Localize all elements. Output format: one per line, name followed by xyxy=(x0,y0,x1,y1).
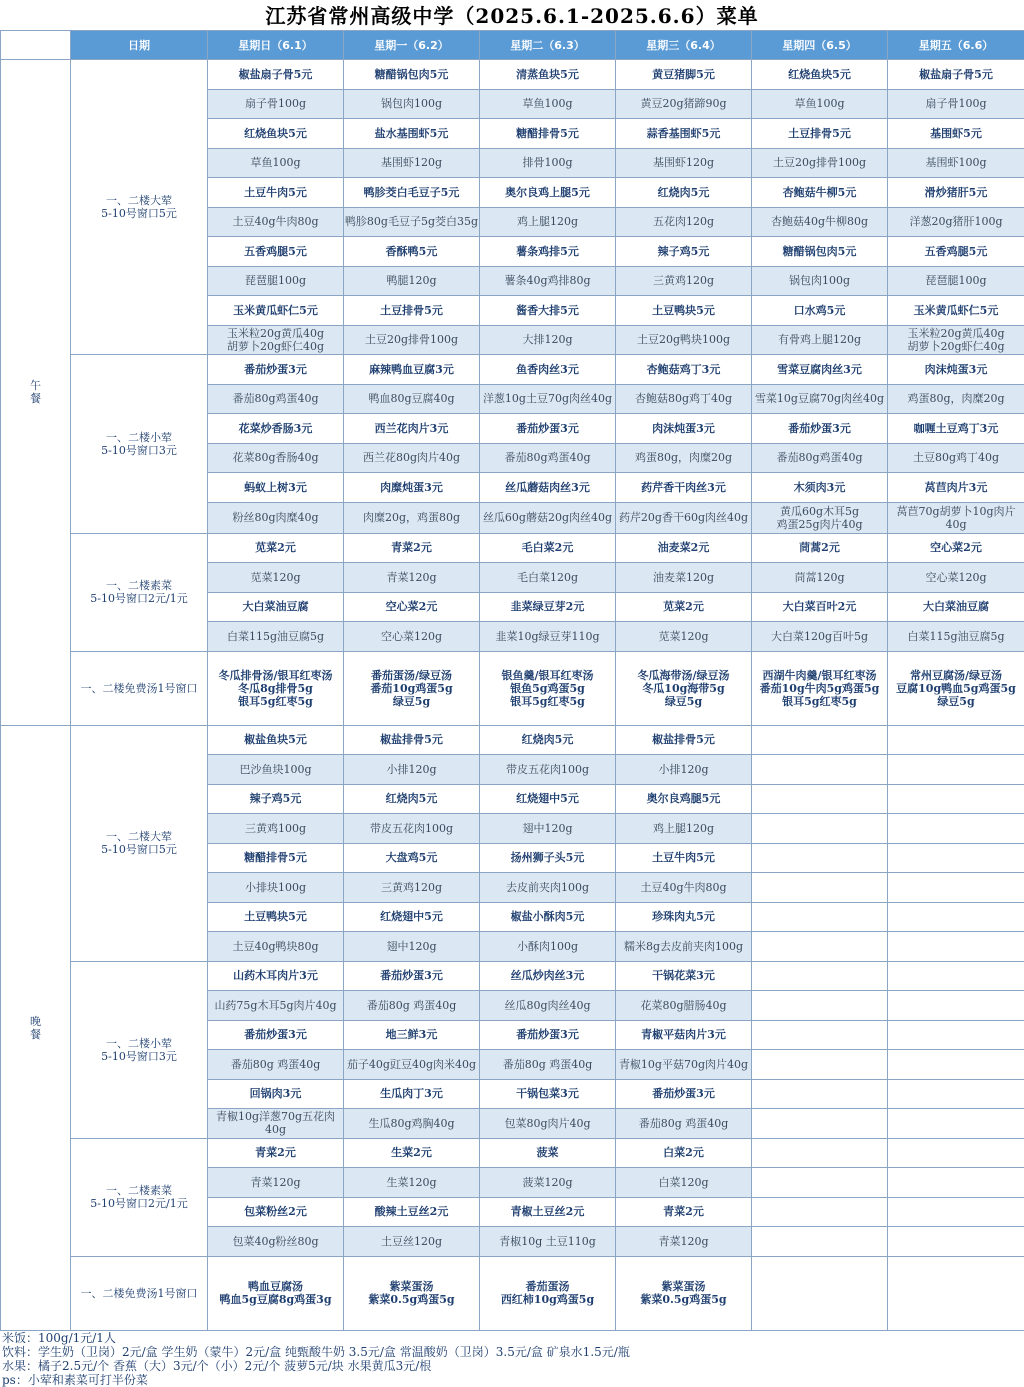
dish-cell: 土豆排骨5元 xyxy=(344,296,480,326)
ingredient-cell: 丝瓜80g肉丝40g xyxy=(480,991,616,1021)
ingredient-cell: 苋菜120g xyxy=(616,622,752,652)
dish-cell: 辣子鸡5元 xyxy=(208,784,344,814)
empty-cell xyxy=(888,755,1024,785)
empty-cell xyxy=(888,1168,1024,1198)
dish-cell: 包菜粉丝2元 xyxy=(208,1197,344,1227)
ingredient-cell: 青菜120g xyxy=(344,563,480,593)
dish-cell: 生菜2元 xyxy=(344,1138,480,1168)
ingredient-cell: 青菜120g xyxy=(616,1227,752,1257)
dish-cell: 盐水基围虾5元 xyxy=(344,119,480,149)
dish-cell: 大白菜油豆腐 xyxy=(888,592,1024,622)
ingredient-cell: 翅中120g xyxy=(344,932,480,962)
ingredient-cell: 番茄80g 鸡蛋40g xyxy=(616,1109,752,1139)
dish-cell: 苋菜2元 xyxy=(616,592,752,622)
ingredient-cell: 三黄鸡120g xyxy=(344,873,480,903)
dinner-row xyxy=(1,1138,1024,1168)
dish-cell: 药芹香干肉丝3元 xyxy=(616,473,752,503)
section-label: 一、二楼大荤 5-10号窗口5元 xyxy=(71,60,208,355)
dish-cell: 番茄炒蛋3元 xyxy=(752,414,888,444)
dish-cell: 韭菜绿豆芽2元 xyxy=(480,592,616,622)
ingredient-cell: 鸡蛋80g，肉糜20g xyxy=(888,384,1024,414)
ingredient-cell: 茼蒿120g xyxy=(752,563,888,593)
dinner-row xyxy=(1,725,1024,755)
ingredient-cell: 锅包肉100g xyxy=(752,266,888,296)
ingredient-cell: 扇子骨100g xyxy=(888,89,1024,119)
dish-cell: 辣子鸡5元 xyxy=(616,237,752,267)
dish-cell: 番茄炒蛋3元 xyxy=(480,414,616,444)
ingredient-cell: 番茄80g 鸡蛋40g xyxy=(480,1050,616,1080)
dish-cell: 椒盐小酥肉5元 xyxy=(480,902,616,932)
dish-cell: 丝瓜炒肉丝3元 xyxy=(480,961,616,991)
dish-cell: 肉沫炖蛋3元 xyxy=(888,355,1024,385)
ingredient-cell: 三黄鸡120g xyxy=(616,266,752,296)
empty-cell xyxy=(888,784,1024,814)
dinner-label: 晚 餐 xyxy=(1,725,71,1330)
empty-cell xyxy=(888,1050,1024,1080)
dish-cell: 空心菜2元 xyxy=(888,533,1024,563)
dish-cell: 青椒土豆丝2元 xyxy=(480,1197,616,1227)
footer-notes xyxy=(0,1331,1024,1387)
dish-cell: 肉糜炖蛋3元 xyxy=(344,473,480,503)
ingredient-cell: 黄豆20g猪蹄90g xyxy=(616,89,752,119)
empty-cell xyxy=(888,991,1024,1021)
dish-cell: 青椒平菇肉片3元 xyxy=(616,1020,752,1050)
ingredient-cell: 杏鲍菇40g牛柳80g xyxy=(752,207,888,237)
empty-cell xyxy=(752,1079,888,1109)
dish-cell: 青菜2元 xyxy=(616,1197,752,1227)
section-label: 一、二楼素菜 5-10号窗口2元/1元 xyxy=(71,533,208,651)
lunch-row xyxy=(1,60,1024,90)
dish-cell: 麻辣鸭血豆腐3元 xyxy=(344,355,480,385)
menu-title: 江苏省常州高级中学（2025.6.1-2025.6.6）菜单 xyxy=(0,0,1024,30)
ingredient-cell: 粉丝80g肉糜40g xyxy=(208,502,344,533)
dish-cell: 肉沫炖蛋3元 xyxy=(616,414,752,444)
ingredient-cell: 山药75g木耳5g肉片40g xyxy=(208,991,344,1021)
ingredient-cell: 毛白菜120g xyxy=(480,563,616,593)
empty-cell xyxy=(752,1138,888,1168)
soup-cell xyxy=(888,1256,1024,1330)
ingredient-cell: 生菜120g xyxy=(344,1168,480,1198)
footer-line: 饮料：学生奶（卫岗）2元/盒 学生奶（蒙牛）2元/盒 纯甄酸牛奶 3.5元/盒 常温酸奶（卫岗）3.5元/盒 矿泉水1.5元/瓶 xyxy=(0,1345,1024,1359)
ingredient-cell: 五花肉120g xyxy=(616,207,752,237)
header-date: 日期 xyxy=(71,31,208,60)
dish-cell: 大白菜百叶2元 xyxy=(752,592,888,622)
dish-cell: 回锅肉3元 xyxy=(208,1079,344,1109)
dish-cell: 大白菜油豆腐 xyxy=(208,592,344,622)
dish-cell: 清蒸鱼块5元 xyxy=(480,60,616,90)
section-label: 一、二楼免费汤1号窗口 xyxy=(71,1256,208,1330)
empty-cell xyxy=(888,873,1024,903)
ingredient-cell: 包菜80g肉片40g xyxy=(480,1109,616,1139)
dish-cell: 土豆鸭块5元 xyxy=(616,296,752,326)
dish-cell: 西兰花肉片3元 xyxy=(344,414,480,444)
empty-cell xyxy=(752,991,888,1021)
ingredient-cell: 糯米8g去皮前夹肉100g xyxy=(616,932,752,962)
ingredient-cell: 白菜115g油豆腐5g xyxy=(888,622,1024,652)
dish-cell: 土豆牛肉5元 xyxy=(616,843,752,873)
dish-cell: 口水鸡5元 xyxy=(752,296,888,326)
empty-cell xyxy=(888,1227,1024,1257)
lunch-row xyxy=(1,651,1024,725)
ingredient-cell: 青椒10g洋葱70g五花肉40g xyxy=(208,1109,344,1139)
ingredient-cell: 空心菜120g xyxy=(344,622,480,652)
empty-cell xyxy=(888,1109,1024,1139)
dish-cell: 红烧肉5元 xyxy=(480,725,616,755)
ingredient-cell: 鸭血80g豆腐40g xyxy=(344,384,480,414)
ingredient-cell: 有骨鸡上腿120g xyxy=(752,325,888,355)
empty-cell xyxy=(888,843,1024,873)
lunch-row xyxy=(1,355,1024,385)
ingredient-cell: 番茄80g 鸡蛋40g xyxy=(344,991,480,1021)
empty-cell xyxy=(752,961,888,991)
empty-cell xyxy=(752,843,888,873)
ingredient-cell: 土豆20g鸭块100g xyxy=(616,325,752,355)
dish-cell: 红烧鱼块5元 xyxy=(752,60,888,90)
dish-cell: 番茄炒蛋3元 xyxy=(208,355,344,385)
dish-cell: 椒盐排骨5元 xyxy=(344,725,480,755)
ingredient-cell: 雪菜10g豆腐70g肉丝40g xyxy=(752,384,888,414)
dish-cell: 糖醋锅包肉5元 xyxy=(344,60,480,90)
ingredient-cell: 洋葱10g土豆70g肉丝40g xyxy=(480,384,616,414)
ingredient-cell: 番茄80g鸡蛋40g xyxy=(480,443,616,473)
dish-cell: 玉米黄瓜虾仁5元 xyxy=(888,296,1024,326)
ingredient-cell: 排骨100g xyxy=(480,148,616,178)
ingredient-cell: 菠菜120g xyxy=(480,1168,616,1198)
ingredient-cell: 草鱼100g xyxy=(480,89,616,119)
dish-cell: 青菜2元 xyxy=(208,1138,344,1168)
ingredient-cell: 小排120g xyxy=(344,755,480,785)
dish-cell: 珍珠肉丸5元 xyxy=(616,902,752,932)
ingredient-cell: 翅中120g xyxy=(480,814,616,844)
dish-cell: 椒盐扇子骨5元 xyxy=(888,60,1024,90)
ingredient-cell: 番茄80g 鸡蛋40g xyxy=(208,1050,344,1080)
dish-cell: 香酥鸭5元 xyxy=(344,237,480,267)
ingredient-cell: 空心菜120g xyxy=(888,563,1024,593)
ingredient-cell: 基围虾120g xyxy=(616,148,752,178)
header-corner xyxy=(1,31,71,60)
dish-cell: 土豆排骨5元 xyxy=(752,119,888,149)
dish-cell: 毛白菜2元 xyxy=(480,533,616,563)
ingredient-cell: 鸡蛋80g，肉糜20g xyxy=(616,443,752,473)
soup-cell: 番茄蛋汤/绿豆汤 番茄10g鸡蛋5g 绿豆5g xyxy=(344,651,480,725)
ingredient-cell: 茄子40g豇豆40g肉米40g xyxy=(344,1050,480,1080)
ingredient-cell: 去皮前夹肉100g xyxy=(480,873,616,903)
dish-cell: 土豆牛肉5元 xyxy=(208,178,344,208)
dish-cell: 基围虾5元 xyxy=(888,119,1024,149)
dish-cell: 油麦菜2元 xyxy=(616,533,752,563)
dish-cell: 杏鲍菇牛柳5元 xyxy=(752,178,888,208)
header-day: 星期五（6.6） xyxy=(888,31,1024,60)
ingredient-cell: 花菜80g腊肠40g xyxy=(616,991,752,1021)
header-row xyxy=(1,31,1024,60)
header-day: 星期四（6.5） xyxy=(752,31,888,60)
dish-cell: 鱼香肉丝3元 xyxy=(480,355,616,385)
footer-line: ps：小荤和素菜可打半份菜 xyxy=(0,1373,1024,1387)
soup-cell: 西湖牛肉羹/银耳红枣汤 番茄10g牛肉5g鸡蛋5g 银耳5g红枣5g xyxy=(752,651,888,725)
empty-cell xyxy=(752,814,888,844)
ingredient-cell: 花菜80g香肠40g xyxy=(208,443,344,473)
section-label: 一、二楼免费汤1号窗口 xyxy=(71,651,208,725)
ingredient-cell: 土豆40g牛肉80g xyxy=(208,207,344,237)
dish-cell: 奥尔良鸡腿5元 xyxy=(616,784,752,814)
ingredient-cell: 草鱼100g xyxy=(752,89,888,119)
soup-cell: 紫菜蛋汤 紫菜0.5g鸡蛋5g xyxy=(344,1256,480,1330)
dish-cell: 生瓜肉丁3元 xyxy=(344,1079,480,1109)
dish-cell: 青菜2元 xyxy=(344,533,480,563)
dish-cell: 奥尔良鸡上腿5元 xyxy=(480,178,616,208)
dish-cell: 糖醋锅包肉5元 xyxy=(752,237,888,267)
empty-cell xyxy=(752,1109,888,1139)
lunch-label: 午 餐 xyxy=(1,60,71,726)
ingredient-cell: 小排120g xyxy=(616,755,752,785)
ingredient-cell: 基围虾100g xyxy=(888,148,1024,178)
empty-cell xyxy=(888,932,1024,962)
section-label: 一、二楼素菜 5-10号窗口2元/1元 xyxy=(71,1138,208,1256)
dish-cell: 番茄炒蛋3元 xyxy=(480,1020,616,1050)
dish-cell: 糖醋排骨5元 xyxy=(208,843,344,873)
dish-cell: 咖喱土豆鸡丁3元 xyxy=(888,414,1024,444)
dish-cell: 茼蒿2元 xyxy=(752,533,888,563)
ingredient-cell: 草鱼100g xyxy=(208,148,344,178)
ingredient-cell: 土豆40g牛肉80g xyxy=(616,873,752,903)
empty-cell xyxy=(888,1020,1024,1050)
dish-cell: 滑炒猪肝5元 xyxy=(888,178,1024,208)
ingredient-cell: 土豆40g鸭块80g xyxy=(208,932,344,962)
ingredient-cell: 韭菜10g绿豆芽110g xyxy=(480,622,616,652)
dish-cell: 空心菜2元 xyxy=(344,592,480,622)
dish-cell: 鸭胗茭白毛豆子5元 xyxy=(344,178,480,208)
empty-cell xyxy=(752,755,888,785)
soup-cell: 鸭血豆腐汤 鸭血5g豆腐8g鸡蛋3g xyxy=(208,1256,344,1330)
ingredient-cell: 大排120g xyxy=(480,325,616,355)
ingredient-cell: 琵琶腿100g xyxy=(888,266,1024,296)
dish-cell: 红烧肉5元 xyxy=(616,178,752,208)
dish-cell: 番茄炒蛋3元 xyxy=(208,1020,344,1050)
soup-cell: 银鱼羹/银耳红枣汤 银鱼5g鸡蛋5g 银耳5g红枣5g xyxy=(480,651,616,725)
ingredient-cell: 洋葱20g猪肝100g xyxy=(888,207,1024,237)
dish-cell: 雪菜豆腐肉丝3元 xyxy=(752,355,888,385)
dish-cell: 丝瓜蘑菇肉丝3元 xyxy=(480,473,616,503)
dish-cell: 五香鸡腿5元 xyxy=(888,237,1024,267)
ingredient-cell: 锅包肉100g xyxy=(344,89,480,119)
dish-cell: 五香鸡腿5元 xyxy=(208,237,344,267)
section-label: 一、二楼小荤 5-10号窗口3元 xyxy=(71,961,208,1138)
ingredient-cell: 带皮五花肉100g xyxy=(344,814,480,844)
menu-table xyxy=(0,30,1024,1331)
dish-cell: 地三鲜3元 xyxy=(344,1020,480,1050)
footer-line: 水果：橘子2.5元/个 香蕉（大）3元/个（小）2元/个 菠萝5元/块 水果黄瓜3元/根 xyxy=(0,1359,1024,1373)
dish-cell: 酱香大排5元 xyxy=(480,296,616,326)
ingredient-cell: 青菜120g xyxy=(208,1168,344,1198)
ingredient-cell: 黄瓜60g木耳5g 鸡蛋25g肉片40g xyxy=(752,502,888,533)
ingredient-cell: 药芹20g香干60g肉丝40g xyxy=(616,502,752,533)
ingredient-cell: 带皮五花肉100g xyxy=(480,755,616,785)
empty-cell xyxy=(752,725,888,755)
soup-cell: 紫菜蛋汤 紫菜0.5g鸡蛋5g xyxy=(616,1256,752,1330)
dish-cell: 椒盐扇子骨5元 xyxy=(208,60,344,90)
dish-cell: 大盘鸡5元 xyxy=(344,843,480,873)
dish-cell: 干锅包菜3元 xyxy=(480,1079,616,1109)
dish-cell: 山药木耳肉片3元 xyxy=(208,961,344,991)
dinner-row xyxy=(1,961,1024,991)
ingredient-cell: 鸡上腿120g xyxy=(480,207,616,237)
header-day: 星期一（6.2） xyxy=(344,31,480,60)
dish-cell: 酸辣土豆丝2元 xyxy=(344,1197,480,1227)
ingredient-cell: 小排块100g xyxy=(208,873,344,903)
dish-cell: 白菜2元 xyxy=(616,1138,752,1168)
dish-cell: 糖醋排骨5元 xyxy=(480,119,616,149)
empty-cell xyxy=(752,873,888,903)
dinner-row xyxy=(1,1256,1024,1330)
ingredient-cell: 肉糜20g，鸡蛋80g xyxy=(344,502,480,533)
empty-cell xyxy=(752,932,888,962)
soup-cell: 番茄蛋汤 西红柿10g鸡蛋5g xyxy=(480,1256,616,1330)
empty-cell xyxy=(888,1197,1024,1227)
ingredient-cell: 玉米粒20g黄瓜40g 胡萝卜20g虾仁40g xyxy=(888,325,1024,355)
ingredient-cell: 杏鲍菇80g鸡丁40g xyxy=(616,384,752,414)
dish-cell: 扬州狮子头5元 xyxy=(480,843,616,873)
dish-cell: 番茄炒蛋3元 xyxy=(344,961,480,991)
ingredient-cell: 玉米粒20g黄瓜40g 胡萝卜20g虾仁40g xyxy=(208,325,344,355)
ingredient-cell: 大白菜120g百叶5g xyxy=(752,622,888,652)
ingredient-cell: 青椒10g 土豆110g xyxy=(480,1227,616,1257)
dish-cell: 黄豆猪脚5元 xyxy=(616,60,752,90)
dish-cell: 薯条鸡排5元 xyxy=(480,237,616,267)
soup-cell: 常州豆腐汤/绿豆汤 豆腐10g鸭血5g鸡蛋5g 绿豆5g xyxy=(888,651,1024,725)
empty-cell xyxy=(752,1197,888,1227)
empty-cell xyxy=(752,784,888,814)
dish-cell: 椒盐鱼块5元 xyxy=(208,725,344,755)
soup-cell: 冬瓜海带汤/绿豆汤 冬瓜10g海带5g 绿豆5g xyxy=(616,651,752,725)
ingredient-cell: 莴苣70g胡萝卜10g肉片40g xyxy=(888,502,1024,533)
dish-cell: 苋菜2元 xyxy=(208,533,344,563)
ingredient-cell: 白菜120g xyxy=(616,1168,752,1198)
dish-cell: 红烧鱼块5元 xyxy=(208,119,344,149)
ingredient-cell: 土豆80g鸡丁40g xyxy=(888,443,1024,473)
dish-cell: 木须肉3元 xyxy=(752,473,888,503)
ingredient-cell: 基围虾120g xyxy=(344,148,480,178)
soup-cell: 冬瓜排骨汤/银耳红枣汤 冬瓜8g排骨5g 银耳5g红枣5g xyxy=(208,651,344,725)
ingredient-cell: 土豆丝120g xyxy=(344,1227,480,1257)
soup-cell xyxy=(752,1256,888,1330)
ingredient-cell: 琵琶腿100g xyxy=(208,266,344,296)
ingredient-cell: 番茄80g鸡蛋40g xyxy=(208,384,344,414)
ingredient-cell: 薯条40g鸡排80g xyxy=(480,266,616,296)
empty-cell xyxy=(888,961,1024,991)
dish-cell: 椒盐排骨5元 xyxy=(616,725,752,755)
ingredient-cell: 生瓜80g鸡胸40g xyxy=(344,1109,480,1139)
section-label: 一、二楼小荤 5-10号窗口3元 xyxy=(71,355,208,534)
empty-cell xyxy=(752,1050,888,1080)
ingredient-cell: 鸭胗80g毛豆子5g茭白35g xyxy=(344,207,480,237)
ingredient-cell: 巴沙鱼块100g xyxy=(208,755,344,785)
empty-cell xyxy=(888,1079,1024,1109)
dish-cell: 花菜炒香肠3元 xyxy=(208,414,344,444)
dish-cell: 杏鲍菇鸡丁3元 xyxy=(616,355,752,385)
ingredient-cell: 小酥肉100g xyxy=(480,932,616,962)
ingredient-cell: 包菜40g粉丝80g xyxy=(208,1227,344,1257)
dish-cell: 土豆鸭块5元 xyxy=(208,902,344,932)
ingredient-cell: 丝瓜60g蘑菇20g肉丝40g xyxy=(480,502,616,533)
empty-cell xyxy=(752,1227,888,1257)
empty-cell xyxy=(888,725,1024,755)
ingredient-cell: 鸭腿120g xyxy=(344,266,480,296)
dish-cell: 玉米黄瓜虾仁5元 xyxy=(208,296,344,326)
empty-cell xyxy=(752,902,888,932)
ingredient-cell: 土豆20g排骨100g xyxy=(344,325,480,355)
header-day: 星期二（6.3） xyxy=(480,31,616,60)
dish-cell: 蒜香基围虾5元 xyxy=(616,119,752,149)
ingredient-cell: 鸡上腿120g xyxy=(616,814,752,844)
header-day: 星期日（6.1） xyxy=(208,31,344,60)
footer-line: 米饭：100g/1元/1人 xyxy=(0,1331,1024,1345)
empty-cell xyxy=(888,1138,1024,1168)
ingredient-cell: 青椒10g平菇70g肉片40g xyxy=(616,1050,752,1080)
dish-cell: 干锅花菜3元 xyxy=(616,961,752,991)
ingredient-cell: 番茄80g鸡蛋40g xyxy=(752,443,888,473)
ingredient-cell: 土豆20g排骨100g xyxy=(752,148,888,178)
dish-cell: 红烧翅中5元 xyxy=(344,902,480,932)
ingredient-cell: 扇子骨100g xyxy=(208,89,344,119)
empty-cell xyxy=(752,1168,888,1198)
dish-cell: 红烧肉5元 xyxy=(344,784,480,814)
dish-cell: 番茄炒蛋3元 xyxy=(616,1079,752,1109)
dish-cell: 菠菜 xyxy=(480,1138,616,1168)
dish-cell: 莴苣肉片3元 xyxy=(888,473,1024,503)
ingredient-cell: 苋菜120g xyxy=(208,563,344,593)
lunch-row xyxy=(1,533,1024,563)
ingredient-cell: 西兰花80g肉片40g xyxy=(344,443,480,473)
empty-cell xyxy=(752,1020,888,1050)
dish-cell: 蚂蚁上树3元 xyxy=(208,473,344,503)
ingredient-cell: 白菜115g油豆腐5g xyxy=(208,622,344,652)
dish-cell: 红烧翅中5元 xyxy=(480,784,616,814)
empty-cell xyxy=(888,814,1024,844)
section-label: 一、二楼大荤 5-10号窗口5元 xyxy=(71,725,208,961)
header-day: 星期三（6.4） xyxy=(616,31,752,60)
empty-cell xyxy=(888,902,1024,932)
ingredient-cell: 油麦菜120g xyxy=(616,563,752,593)
ingredient-cell: 三黄鸡100g xyxy=(208,814,344,844)
